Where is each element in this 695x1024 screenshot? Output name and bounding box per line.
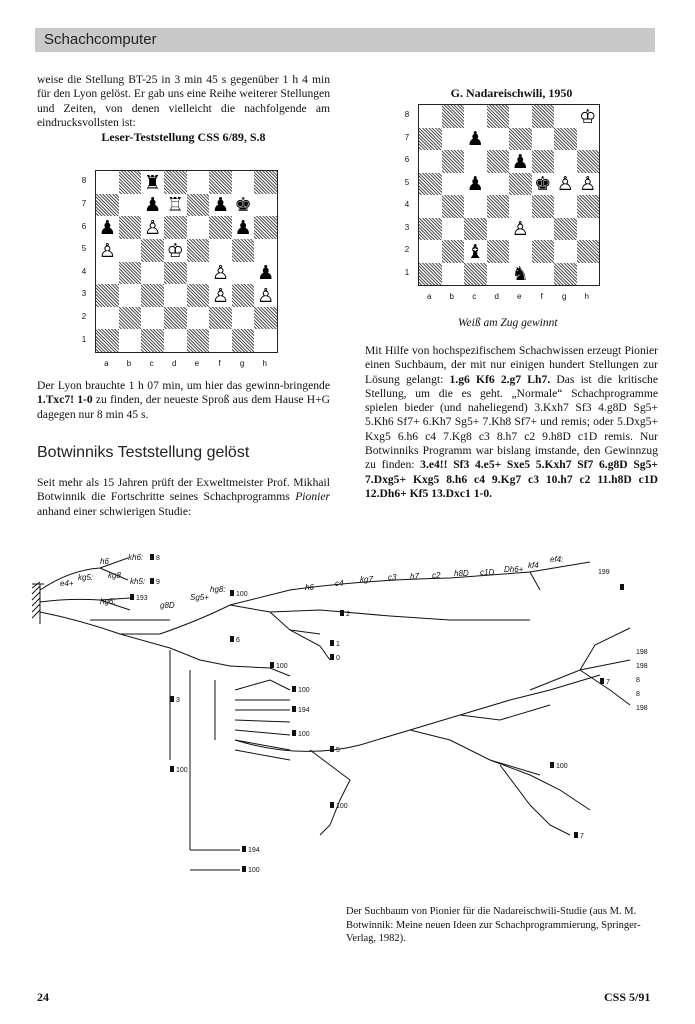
board2-square [577,263,600,286]
black-pawn-icon: ♟ [254,262,277,285]
tree-val-6: 6 [236,637,240,644]
board1-square [141,239,164,262]
file-label: g [239,359,245,368]
board2-square [487,173,510,196]
board2-square [509,195,532,218]
rank-label: 3 [81,289,87,299]
chess-board-2 [418,104,600,286]
intro-paragraph [37,73,330,130]
board1-title: Leser-Teststellung CSS 6/89, S.8 [101,130,266,144]
board2-square [442,105,465,128]
board2-square [509,128,532,151]
tree-val-8: 8 [156,555,160,562]
board1-square [187,262,210,285]
section-title: Schachcomputer [44,31,157,48]
board2-square [554,128,577,151]
board2-square [442,218,465,241]
tree-top-h6: h6 [305,583,314,592]
rank-label: 1 [404,267,410,277]
tree-move-hg8: hg8: [210,585,226,594]
board2-square [464,263,487,286]
board1-square [209,171,232,194]
board2-square [464,105,487,128]
board2-square [577,150,600,173]
board1-square [187,194,210,217]
solution-moves-b: 3.e4!! Sf3 4.e5+ Sxe5 5.Kxh7 Sf7 6.g8D Sg5+ 7.Dxg5+ Kxg5 8.h6 c4 9.Kg7 c3 10.h7 c2 11.h8D c1D 12.Dh6+ Kf5 13.Dxc1 1-0. [365,458,658,500]
board2-square [554,263,577,286]
tree-val-198b: 198 [636,663,648,670]
board2-square [442,173,465,196]
tree-val-198a: 198 [636,649,648,656]
file-label: f [218,359,221,368]
board1-square [141,307,164,330]
black-pawn-icon: ♟ [232,216,255,239]
intro-text: weise die Stellung BT-25 in 3 min 45 s gegenüber 1 h 4 min für den Lyon gelöst. Er gab uns eine Reihe weiterer Stellungen und Zeiten, von denen vielleicht die nachfolgende am eindrucksvollsten ist: [37,73,330,129]
tree-move-hg6: hg6: [100,597,116,606]
tree-top-kg7: kg7 [360,575,373,584]
board2-square [509,105,532,128]
tree-top-c3: c3 [388,573,397,582]
search-tree-diagram [30,550,660,890]
rank-label: 3 [404,222,410,232]
rank-label: 5 [81,244,87,254]
board2-square [487,128,510,151]
board1-square [232,329,255,352]
board1-square [96,262,119,285]
board1-square [232,239,255,262]
board1-square [119,216,142,239]
black-pawn-icon: ♟ [464,173,487,196]
tree-val-7b: 7 [580,833,584,840]
tree-move-kg5: kg5: [78,573,94,582]
board2-square [442,240,465,263]
board2-title: G. Nadareischwili, 1950 [450,86,573,100]
solution-text-b: Das ist die kritische Stellung, um die es geht. „Normale“ Schachprogramme spielen bieder (und naheliegend) 3.Kxh7 Sf3 4.g8D Sg5+ 5.Kh6 Sf7+ 6.Kh7 Sg5+ 7.Kh8 Sf7+ und remis; oder 5.Dxg5+ Kxg5 6.h6 c4 7.Kg8 c3 8.h7 c2 9.h8D c1D remis. Nur Botwinniks Programm war bislang imstande, den Gewinnzug zu finden: [365,372,658,472]
board1-square [209,239,232,262]
study-text-b: anhand einer schwierigen Studie: [37,504,192,518]
board2-square [464,195,487,218]
board1-square [254,216,277,239]
board1-square [119,171,142,194]
file-label: e [194,359,200,368]
white-pawn-icon: ♙ [554,173,577,196]
board2-square [532,150,555,173]
board2-square [532,263,555,286]
tree-val-198c: 198 [636,705,648,712]
tree-val-100c: 100 [298,687,310,694]
tree-top-c2: c2 [432,571,441,580]
section-heading: Botwinniks Teststellung gelöst [37,444,250,461]
solution-moves-a: 1.g6 Kf6 2.g7 Lh7. [449,372,551,386]
board1-square [254,329,277,352]
board2-square [464,150,487,173]
board1-square [141,262,164,285]
white-pawn-icon: ♙ [509,218,532,241]
board1-square [96,329,119,352]
board2-square [487,240,510,263]
board2-square [464,218,487,241]
board1-square [164,262,187,285]
board2-square [532,240,555,263]
board2-square [419,218,442,241]
black-pawn-icon: ♟ [96,216,119,239]
tree-val-8c: 8 [636,691,640,698]
tree-move-Sg5: Sg5+ [190,593,209,602]
board2-square [442,263,465,286]
board1-square [164,171,187,194]
white-king-icon: ♔ [577,105,600,128]
board2-square [532,218,555,241]
board1-square [209,216,232,239]
board1-square [119,262,142,285]
file-label: d [494,292,499,301]
tree-caption: Der Suchbaum von Pionier für die Nadareischwili-Studie (aus M. M. Botwinnik: Meine neuen Ideen zur Schachprogrammierung, Springer-Verlag, 1982). [346,906,641,944]
board2-square [577,195,600,218]
tree-val-194a: 194 [298,707,310,714]
tree-val-100f: 100 [336,803,348,810]
rank-label: 7 [404,132,410,142]
white-pawn-icon: ♙ [209,284,232,307]
study-text-a: Seit mehr als 15 Jahren prüft der Exweltmeister Prof. Mikhail Botwinnik die Fortschritte seines Schachprogramms [37,476,330,504]
board2-square [442,195,465,218]
rank-label: 1 [81,334,87,344]
lyon-paragraph [37,379,330,422]
board1-square [164,284,187,307]
board1-square [164,216,187,239]
black-pawn-icon: ♟ [209,194,232,217]
rank-label: 6 [404,155,410,165]
tree-top-h7: h7 [410,572,419,581]
solution-paragraph [365,344,658,501]
board1-square [187,329,210,352]
rank-label: 6 [81,221,87,231]
file-label: e [517,292,522,301]
lyon-move: 1.Txc7! 1-0 [37,393,93,407]
board2-square [487,195,510,218]
board1-square [119,194,142,217]
board1-square [119,329,142,352]
board2-square [487,150,510,173]
board1-square [232,284,255,307]
file-label: g [562,292,567,301]
file-label: f [540,292,543,301]
board2-square [554,240,577,263]
tree-move-kh6: kh6: [128,553,144,562]
tree-top-h8D: h8D [454,569,469,578]
lyon-text-a: Der Lyon brauchte 1 h 07 min, um hier das gewinn-bringende [37,379,330,392]
black-knight-icon: ♞ [509,263,532,286]
board2-square [419,128,442,151]
board1-square [232,171,255,194]
board1-square [141,329,164,352]
board1-square [187,284,210,307]
rank-label: 2 [81,312,87,322]
tree-val-8b: 8 [636,677,640,684]
tree-val-199: 199 [598,569,610,576]
board2-square [577,218,600,241]
board2-square [509,240,532,263]
tree-val-1: 1 [336,641,340,648]
file-label: c [149,359,154,368]
black-pawn-icon: ♟ [464,128,487,151]
board2-square [509,173,532,196]
tree-move-h6: h6 [100,557,109,566]
tree-top-c4: c4 [335,579,344,588]
tree-val-100h: 100 [556,763,568,770]
board2-square [554,105,577,128]
tree-val-100g: 100 [248,867,260,874]
board1-square [164,307,187,330]
black-pawn-icon: ♟ [509,150,532,173]
board1-square [119,284,142,307]
board2-square [554,150,577,173]
board1-square [96,284,119,307]
section-header [35,28,655,52]
rank-label: 2 [404,245,410,255]
board2-square [577,240,600,263]
tree-top-ef4: ef4: [550,555,564,564]
board1-square [254,171,277,194]
board2-square [554,195,577,218]
tree-move-e4: e4+ [60,579,74,588]
rank-label: 4 [81,266,87,276]
file-label: h [262,359,267,368]
board1-square [254,194,277,217]
black-pawn-icon: ♟ [141,194,164,217]
file-label: h [584,292,589,301]
tree-move-g8D: g8D [160,601,175,610]
lyon-text-b: zu finden, der neueste Sproß aus dem Hause H+G dagegen nur 8 min 45 s. [37,393,330,421]
white-pawn-icon: ♙ [141,216,164,239]
board2-square [532,128,555,151]
board1-square [254,307,277,330]
board1-square [119,239,142,262]
chess-board-1 [95,170,278,353]
rank-label: 8 [404,110,410,120]
tree-val-3: 3 [176,697,180,704]
tree-val-2: 2 [346,611,350,618]
tree-val-5: 5 [336,747,340,754]
board2-square [442,128,465,151]
tree-val-100b: 100 [276,663,288,670]
rank-label: 7 [81,198,87,208]
tree-top-kf4: kf4 [528,561,539,570]
tree-val-9: 9 [156,579,160,586]
board2-caption: Weiß am Zug gewinnt [458,317,558,329]
black-king-icon: ♚ [232,194,255,217]
board1-square [254,239,277,262]
tree-val-100d: 100 [298,731,310,738]
tree-val-100e: 100 [176,767,188,774]
board1-square [187,239,210,262]
board2-square [487,263,510,286]
board2-square [554,218,577,241]
board2-square [532,195,555,218]
black-rook-icon: ♜ [141,171,164,194]
board1-square [209,307,232,330]
board2-square [487,218,510,241]
white-pawn-icon: ♙ [577,173,600,196]
black-bishop-icon: ♝ [464,240,487,263]
board1-square [232,307,255,330]
board2-square [419,150,442,173]
board2-square [419,195,442,218]
board1-square [187,171,210,194]
file-label: d [171,359,177,368]
tree-val-0: 0 [336,655,340,662]
board2-square [419,240,442,263]
board1-square [96,194,119,217]
page-number: 24 [37,990,49,1004]
board1-square [232,262,255,285]
board2-square [577,128,600,151]
board1-square [119,307,142,330]
rank-label: 5 [404,177,410,187]
tree-move-kg8: kg8 [108,571,121,580]
board1-square [96,307,119,330]
board1-square [164,329,187,352]
file-label: a [427,292,432,301]
white-pawn-icon: ♙ [254,284,277,307]
board1-square [141,284,164,307]
white-rook-icon: ♖ [164,194,187,217]
file-label: a [104,359,109,368]
study-paragraph [37,476,330,519]
tree-top-Dh6: Dh6+ [504,565,524,574]
file-label: b [126,359,132,368]
board2-square [419,105,442,128]
board2-square [532,105,555,128]
tree-val-7a: 7 [606,679,610,686]
white-pawn-icon: ♙ [209,262,232,285]
issue-label: CSS 5/91 [604,990,651,1004]
tree-top-c1D: c1D [480,568,495,577]
board2-square [419,173,442,196]
tree-val-100a: 100 [236,591,248,598]
tree-val-193: 193 [136,595,148,602]
board1-square [187,307,210,330]
file-label: c [472,292,477,301]
solution-text-a: Mit Hilfe von hochspezifischem Schachwissen erzeugt Pionier einen Suchbaum, der mit nur einigen hundert Stellungen zur Lösung gelangt: [365,344,658,386]
file-label: b [449,292,454,301]
board2-square [442,150,465,173]
board2-square [419,263,442,286]
black-king-icon: ♚ [532,173,555,196]
tree-move-kh5: kh5: [130,577,146,586]
white-pawn-icon: ♙ [96,239,119,262]
board1-square [187,216,210,239]
board1-square [209,329,232,352]
board1-square [96,171,119,194]
rank-label: 8 [81,176,87,186]
board2-square [487,105,510,128]
tree-val-194b: 194 [248,847,260,854]
program-name: Pionier [295,490,330,504]
rank-label: 4 [404,200,410,210]
white-king-icon: ♔ [164,239,187,262]
